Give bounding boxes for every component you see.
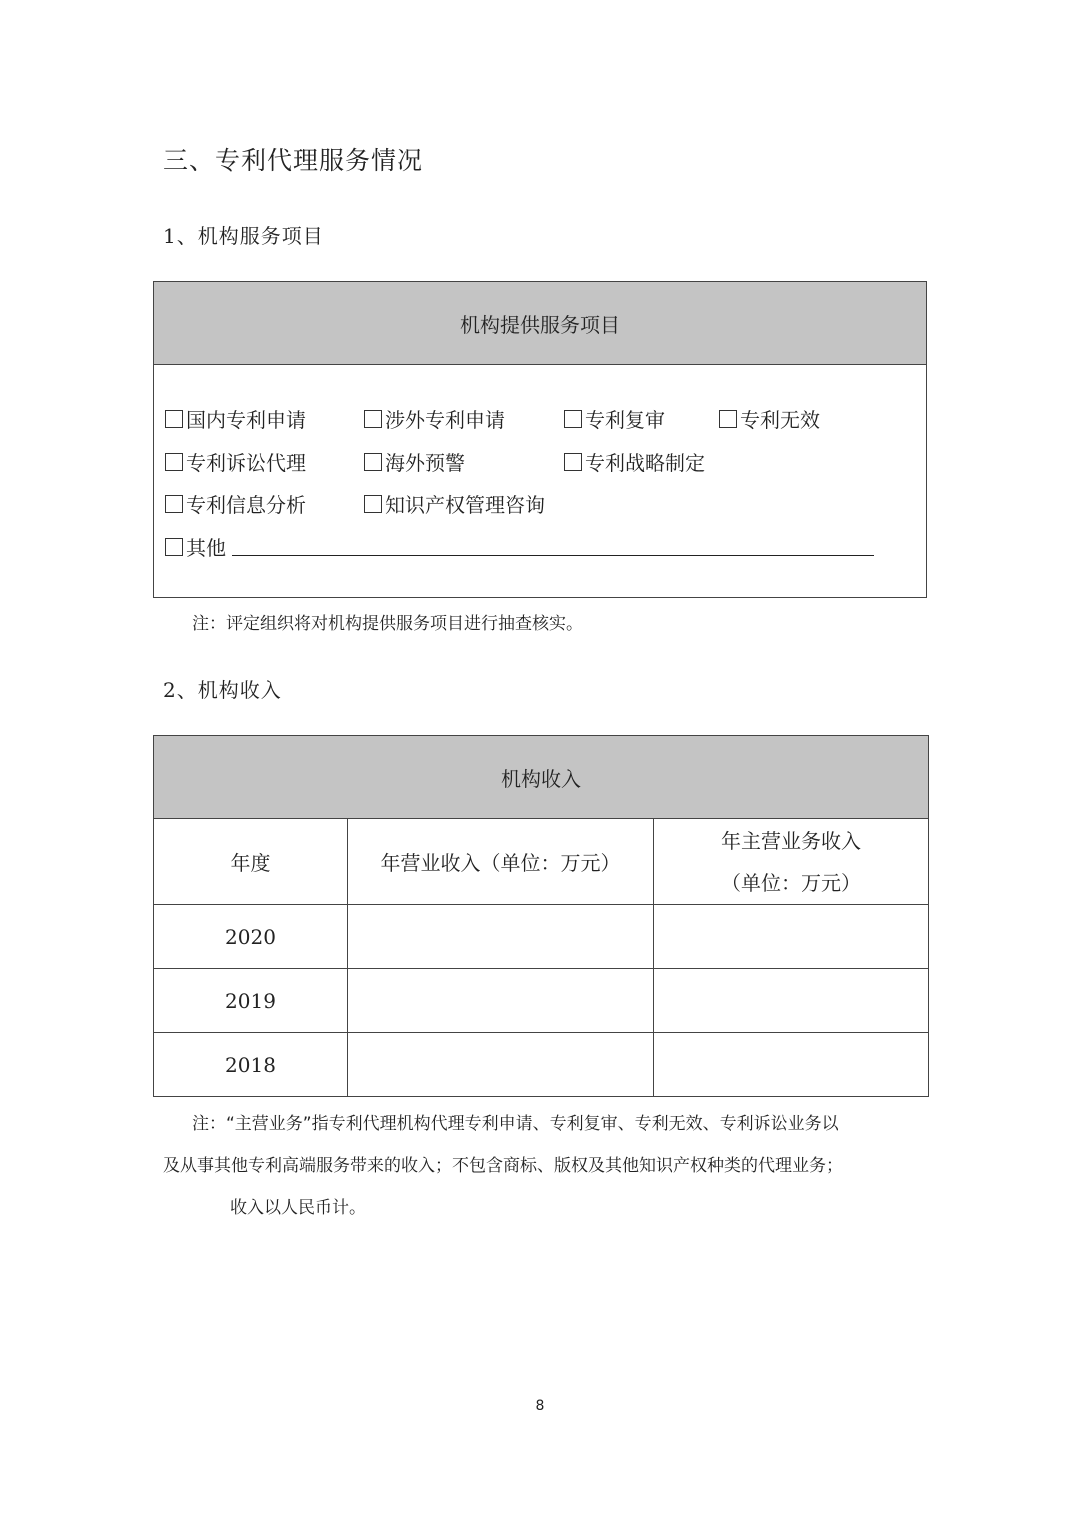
- main-revenue-cell[interactable]: [654, 905, 929, 969]
- year-cell: 2020: [154, 905, 348, 969]
- option-label: 专利信息分析: [186, 493, 306, 517]
- services-box: [153, 281, 927, 598]
- col-main-line2: （单位：万元）: [721, 870, 861, 895]
- table-row: [154, 905, 929, 969]
- option-litigation[interactable]: [165, 447, 306, 476]
- income-table: [153, 735, 929, 1097]
- option-label: 专利战略制定: [585, 451, 705, 475]
- checkbox[interactable]: [719, 410, 737, 428]
- checkbox[interactable]: [165, 538, 183, 556]
- main-revenue-cell[interactable]: [654, 1033, 929, 1097]
- col-year: 年度: [154, 819, 348, 905]
- services-note: 注：评定组织将对机构提供服务项目进行抽查核实。: [192, 614, 583, 634]
- option-label: 专利无效: [740, 408, 820, 432]
- services-subtitle: 1、机构服务项目: [163, 224, 324, 248]
- option-invalidation[interactable]: [719, 404, 820, 433]
- section-title: 三、专利代理服务情况: [163, 146, 424, 175]
- main-revenue-cell[interactable]: [654, 969, 929, 1033]
- income-note-line2: 及从事其他专利高端服务带来的收入；不包含商标、版权及其他知识产权种类的代理业务；: [163, 1156, 843, 1176]
- col-revenue: 年营业收入（单位：万元）: [348, 819, 654, 905]
- col-main-revenue: [654, 819, 929, 905]
- col-main-line1: 年主营业务收入: [721, 828, 861, 853]
- option-label: 海外预警: [385, 451, 465, 475]
- option-label: 知识产权管理咨询: [385, 493, 545, 517]
- income-note: [163, 1103, 923, 1229]
- revenue-cell[interactable]: [348, 1033, 654, 1097]
- other-fill-line[interactable]: [232, 555, 874, 556]
- checkbox[interactable]: [364, 410, 382, 428]
- page-number: 8: [535, 1398, 545, 1414]
- table-row: [154, 969, 929, 1033]
- checkbox[interactable]: [165, 453, 183, 471]
- option-ip-consulting[interactable]: [364, 489, 545, 518]
- option-reexamination[interactable]: [564, 404, 665, 433]
- option-overseas-warning[interactable]: [364, 447, 465, 476]
- year-cell: 2019: [154, 969, 348, 1033]
- option-label: 涉外专利申请: [385, 408, 505, 432]
- checkbox[interactable]: [364, 453, 382, 471]
- option-foreign-patent[interactable]: [364, 404, 505, 433]
- income-subtitle: 2、机构收入: [163, 678, 282, 702]
- services-header: 机构提供服务项目: [154, 282, 926, 365]
- checkbox[interactable]: [165, 410, 183, 428]
- option-strategy[interactable]: [564, 447, 705, 476]
- option-other[interactable]: [165, 532, 226, 561]
- year-cell: 2018: [154, 1033, 348, 1097]
- income-note-line3: 收入以人民币计。: [230, 1198, 366, 1218]
- revenue-cell[interactable]: [348, 969, 654, 1033]
- option-label: 其他: [186, 536, 226, 560]
- checkbox[interactable]: [564, 453, 582, 471]
- option-domestic-patent[interactable]: [165, 404, 306, 433]
- option-label: 国内专利申请: [186, 408, 306, 432]
- option-label: 专利诉讼代理: [186, 451, 306, 475]
- income-header: 机构收入: [154, 736, 929, 819]
- option-label: 专利复审: [585, 408, 665, 432]
- income-note-line1: 注：“主营业务”指专利代理机构代理专利申请、专利复审、专利无效、专利诉讼业务以: [192, 1114, 839, 1134]
- revenue-cell[interactable]: [348, 905, 654, 969]
- option-info-analysis[interactable]: [165, 489, 306, 518]
- checkbox[interactable]: [564, 410, 582, 428]
- table-row: [154, 1033, 929, 1097]
- checkbox[interactable]: [364, 495, 382, 513]
- checkbox[interactable]: [165, 495, 183, 513]
